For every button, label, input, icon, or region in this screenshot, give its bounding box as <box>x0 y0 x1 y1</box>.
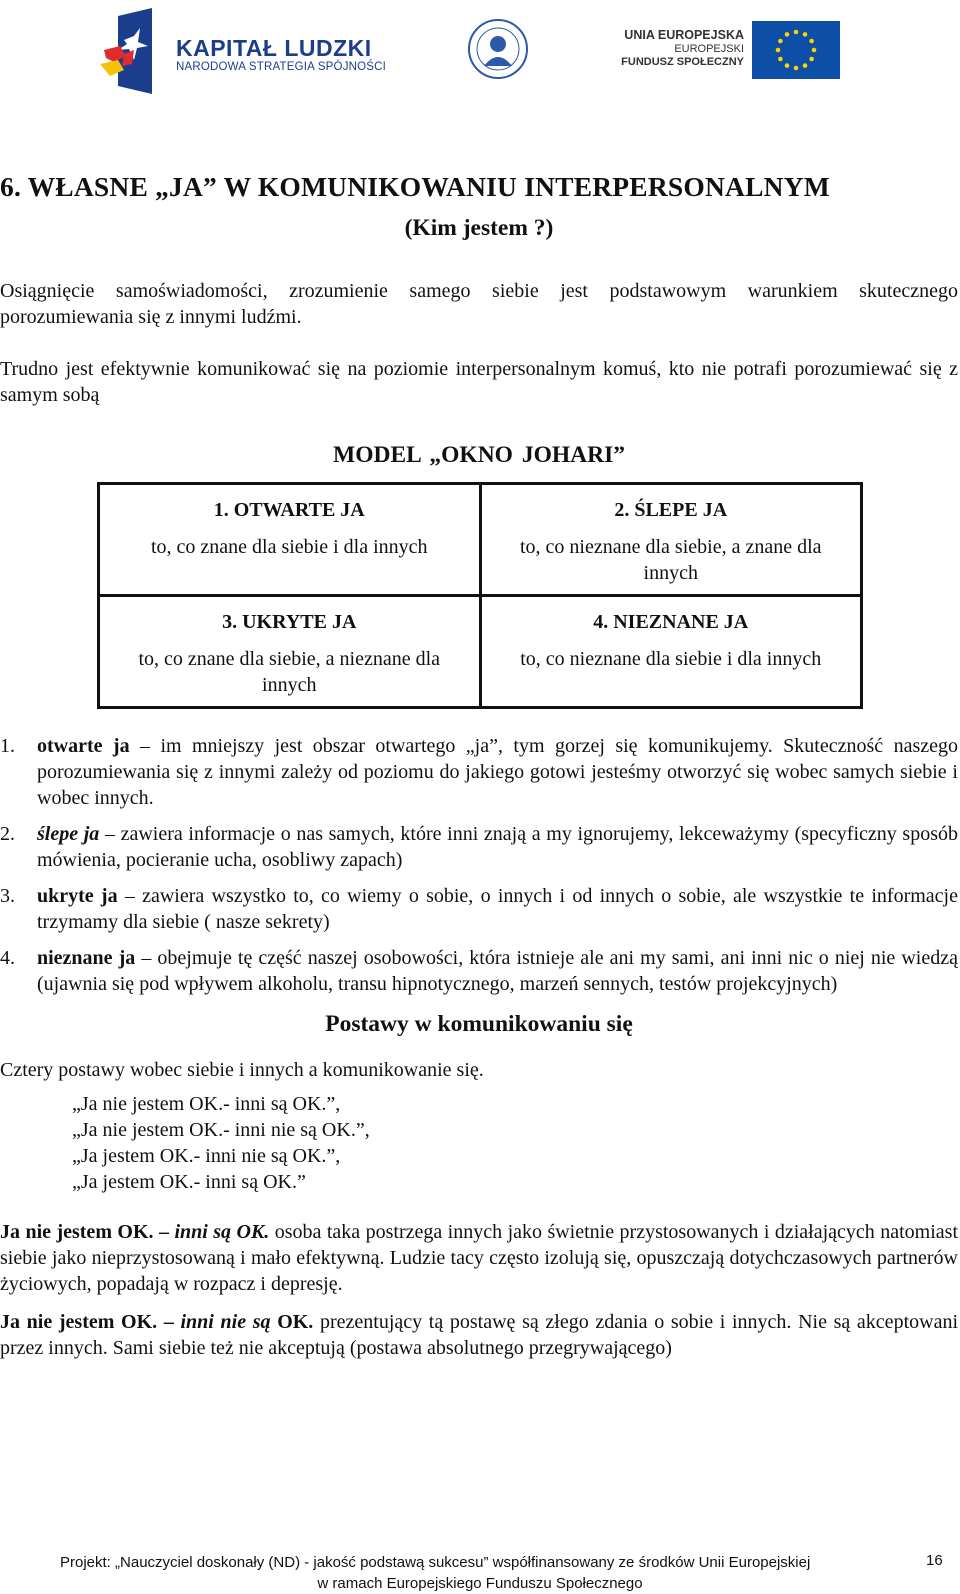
johari-cell-title: 1. OTWARTE JA <box>213 499 365 521</box>
johari-cell-desc: to, co znane dla siebie, a nieznane dla innych <box>138 648 441 696</box>
page-footer <box>0 1548 960 1592</box>
stance-text: osoba taka postrzega innych jako świetnie przystosowanych i działających natomiast siebie jako nieprzystosowaną i mało efektywną. Ludzie tacy często izolują się, opuszczają dotychczasowych partnerów życiowych, popadają w rozpacz i depresję. <box>0 1221 959 1295</box>
list-number: 2. <box>0 823 15 845</box>
stance-bold-2: OK. <box>270 1311 314 1333</box>
model-title: MODEL „OKNO JOHARI” <box>333 442 625 468</box>
university-seal-icon <box>467 18 529 80</box>
list-item: „Ja nie jestem OK.- inni nie są OK.”, <box>72 1119 370 1141</box>
stance-italic: inni nie są <box>180 1311 271 1333</box>
johari-cell-desc: to, co nieznane dla siebie i dla innych <box>520 648 822 670</box>
list-item <box>0 883 958 935</box>
stances-list <box>72 1091 958 1195</box>
eu-star-icon <box>785 63 790 68</box>
johari-cell-hidden <box>99 596 481 708</box>
eu-star-icon <box>812 48 817 53</box>
document-body <box>0 170 958 1361</box>
paragraph-effective: Trudno jest efektywnie komunikować się na poziomie interpersonalnym komuś, kto nie potrafi porozumiewać się z samym sobą <box>0 358 958 406</box>
kapital-ludzki-wordmark <box>176 36 386 74</box>
list-item: „Ja nie jestem OK.- inni są OK.”, <box>72 1093 341 1115</box>
list-number: 1. <box>0 735 15 757</box>
eu-star-icon <box>794 66 799 71</box>
eu-star-icon <box>778 39 783 44</box>
eu-star-icon <box>794 30 799 35</box>
paragraph-stance-2 <box>0 1309 958 1361</box>
paragraph-intro: Osiągnięcie samoświadomości, zrozumienie samego siebie jest podstawowym warunkiem skutecznego porozumiewania się z innymi ludźmi. <box>0 280 958 328</box>
footer-project-line: Projekt: „Nauczyciel doskonały (ND) - jakość podstawą sukcesu” współfinansowany ze środków Unii Europejskiej <box>60 1554 811 1571</box>
eu-fund-text <box>620 28 744 69</box>
johari-cell-unknown <box>480 596 862 708</box>
list-item <box>0 821 958 873</box>
stance-text: prezentujący tą postawę są złego zdania o sobie i innych. Nie są akceptowani przez innych. Sami siebie też nie akceptują (postawa absolutnego przegrywającego) <box>0 1311 958 1359</box>
eu-line2: EUROPEJSKI <box>674 43 744 55</box>
johari-window-table <box>97 482 863 709</box>
page-number: 16 <box>926 1552 943 1569</box>
definition-text: – im mniejszy jest obszar otwartego „ja”, tym gorzej się komunikujemy. Skuteczność naszego porozumiewania się z innymi zależy od poziomu do jakiego gotowi jesteśmy otworzyć się wobec samych siebie i wobec innych. <box>37 735 958 809</box>
johari-cell-desc: to, co nieznane dla siebie, a znane dla innych <box>519 536 822 584</box>
stance-bold: Ja nie jestem OK. – <box>0 1311 181 1333</box>
page-header <box>0 0 960 100</box>
kapital-ludzki-logo-icon <box>100 6 160 96</box>
list-number: 4. <box>0 947 15 969</box>
eu-star-icon <box>803 63 808 68</box>
definition-term: nieznane ja <box>37 947 136 969</box>
eu-star-icon <box>785 32 790 37</box>
paragraph-stance-1 <box>0 1219 958 1297</box>
stance-dash: – <box>153 1221 175 1243</box>
stance-bold: Ja nie jestem OK. <box>0 1221 154 1243</box>
stance-italic: inni są OK. <box>174 1221 270 1243</box>
postawy-intro: Cztery postawy wobec siebie i innych a komunikowanie się. <box>0 1059 484 1081</box>
kapital-ludzki-title: KAPITAŁ LUDZKI <box>176 35 372 61</box>
eu-line1: UNIA EUROPEJSKA <box>624 28 744 42</box>
eu-star-icon <box>778 57 783 62</box>
eu-star-icon <box>809 57 814 62</box>
eu-star-icon <box>803 32 808 37</box>
postawy-title: Postawy w komunikowaniu się <box>325 1011 633 1037</box>
johari-cell-title: 3. UKRYTE JA <box>222 611 357 633</box>
list-item <box>0 733 958 811</box>
footer-fund-line: w ramach Europejskiego Funduszu Społecznego <box>317 1575 643 1592</box>
list-item: „Ja jestem OK.- inni są OK.” <box>72 1171 306 1193</box>
eu-line3: FUNDUSZ SPOŁECZNY <box>621 56 744 68</box>
kapital-ludzki-subtitle: NARODOWA STRATEGIA SPÓJNOŚCI <box>176 61 387 73</box>
johari-cell-title: 2. ŚLEPE JA <box>614 499 728 521</box>
list-number: 3. <box>0 885 15 907</box>
eu-flag-icon <box>752 21 840 79</box>
eu-star-icon <box>809 39 814 44</box>
definitions-list <box>0 733 958 997</box>
definition-term: ślepe ja <box>37 823 100 845</box>
eu-star-icon <box>776 48 781 53</box>
section-subheading: (Kim jestem ?) <box>404 215 554 241</box>
definition-text: – zawiera wszystko to, co wiemy o sobie, o innych i od innych o sobie, ale wszystkie te informacje trzymamy dla siebie ( nasze sekrety) <box>37 885 958 933</box>
johari-cell-blind <box>480 484 862 596</box>
list-item <box>0 945 958 997</box>
section-heading: 6. WŁASNE „JA” W KOMUNIKOWANIU INTERPERSONALNYM <box>0 171 830 202</box>
johari-cell-title: 4. NIEZNANE JA <box>593 611 749 633</box>
list-item: „Ja jestem OK.- inni nie są OK.”, <box>72 1145 341 1167</box>
definition-text: – zawiera informacje o nas samych, które inni znają a my ignorujemy, lekceważymy (specyficzny sposób mówienia, pocieranie ucha, osobliwy zapach) <box>37 823 958 871</box>
johari-cell-desc: to, co znane dla siebie i dla innych <box>150 536 428 558</box>
johari-cell-open <box>99 484 481 596</box>
definition-term: otwarte ja <box>37 735 130 757</box>
definition-text: – obejmuje tę część naszej osobowości, która istnieje ale ani my sami, ani inni nic o niej nie wiedzą (ujawnia się pod wpływem alkoholu, transu hipnotycznego, marzeń sennych, testów projekcyjnych) <box>37 947 958 995</box>
definition-term: ukryte ja <box>37 885 118 907</box>
